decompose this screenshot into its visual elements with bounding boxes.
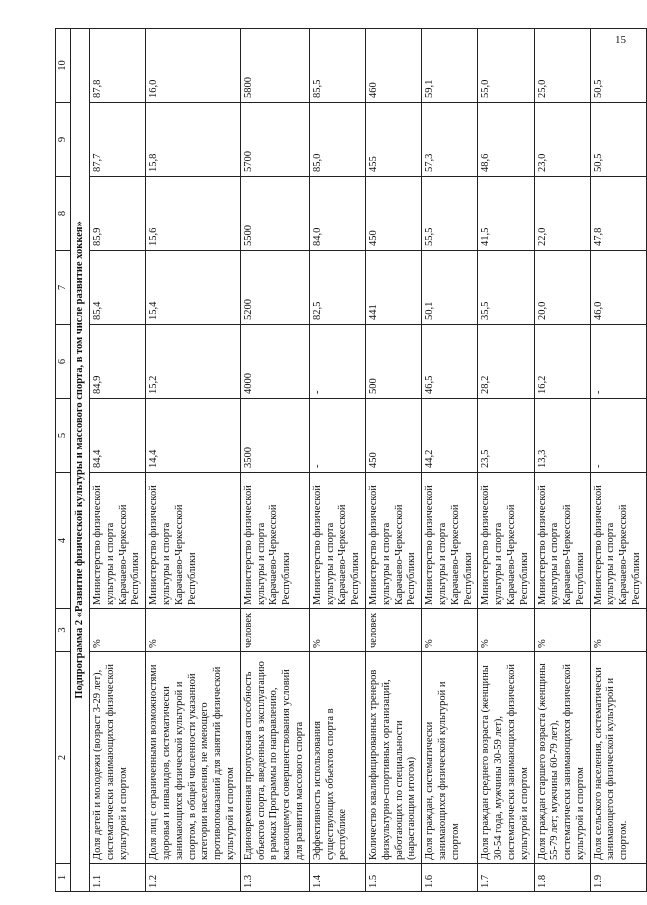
cell-responsible: Министерство физической культуры и спорта Карачаево-Черкесской Республики xyxy=(365,473,421,609)
column-header: 2 xyxy=(56,652,71,864)
cell-responsible: Министерство физической культуры и спорта Карачаево-Черкесской Республики xyxy=(422,473,478,609)
cell-v10: 50,5 xyxy=(590,29,646,103)
subprogram-title: Подпрограмма 2 «Развитие физической культуры и массового спорта, в том числе развитие хоккея» xyxy=(71,29,90,892)
cell-unit: % xyxy=(478,609,534,652)
cell-unit: % xyxy=(146,609,241,652)
cell-v5: 14,4 xyxy=(146,399,241,473)
cell-v5: 13,3 xyxy=(534,399,590,473)
cell-v7: 46,0 xyxy=(590,251,646,325)
cell-responsible: Министерство физической культуры и спорта Карачаево-Черкесской Республики xyxy=(309,473,365,609)
cell-unit: % xyxy=(90,609,146,652)
column-header: 3 xyxy=(56,609,71,652)
cell-v6: - xyxy=(590,325,646,399)
column-header: 5 xyxy=(56,399,71,473)
cell-v6: - xyxy=(309,325,365,399)
cell-v10: 5800 xyxy=(240,29,309,103)
cell-v8: 450 xyxy=(365,177,421,251)
cell-v7: 15,4 xyxy=(146,251,241,325)
cell-v8: 41,5 xyxy=(478,177,534,251)
indicators-table xyxy=(55,28,647,892)
cell-v9: 23,0 xyxy=(534,103,590,177)
table-row xyxy=(90,29,146,892)
cell-v7: 82,5 xyxy=(309,251,365,325)
subprogram-row xyxy=(71,29,90,892)
cell-v9: 48,6 xyxy=(478,103,534,177)
cell-unit: % xyxy=(422,609,478,652)
cell-v6: 84,9 xyxy=(90,325,146,399)
cell-v6: 4000 xyxy=(240,325,309,399)
cell-unit: человек xyxy=(365,609,421,652)
cell-num: 1.6 xyxy=(422,864,478,892)
rotated-table-wrapper xyxy=(55,29,643,892)
table-row xyxy=(309,29,365,892)
cell-responsible: Министерство физической культуры и спорта Карачаево-Черкесской Республики xyxy=(240,473,309,609)
table-row xyxy=(422,29,478,892)
cell-v8: 15,6 xyxy=(146,177,241,251)
column-header: 10 xyxy=(56,29,71,103)
table-row xyxy=(146,29,241,892)
cell-indicator: Доля граждан среднего возраста (женщины 30-54 года, мужчины 30-59 лет), систематически занимающихся физической культурой и спортом xyxy=(478,652,534,864)
cell-v8: 47,8 xyxy=(590,177,646,251)
cell-unit: человек xyxy=(240,609,309,652)
cell-indicator: Доля лиц с ограниченными возможностями здоровья и инвалидов, систематически занимающихся физической культурой и спортом, в общей численности указанной категории населения, не имеющего противопоказаний для занятий физической культурой и спортом xyxy=(146,652,241,864)
cell-num: 1.1 xyxy=(90,864,146,892)
cell-v8: 55,5 xyxy=(422,177,478,251)
column-header: 9 xyxy=(56,103,71,177)
cell-v6: 500 xyxy=(365,325,421,399)
cell-v6: 28,2 xyxy=(478,325,534,399)
cell-v10: 55,0 xyxy=(478,29,534,103)
table-row xyxy=(478,29,534,892)
cell-num: 1.5 xyxy=(365,864,421,892)
cell-v9: 455 xyxy=(365,103,421,177)
cell-v7: 441 xyxy=(365,251,421,325)
column-header: 8 xyxy=(56,177,71,251)
cell-v7: 5200 xyxy=(240,251,309,325)
cell-v10: 460 xyxy=(365,29,421,103)
cell-num: 1.2 xyxy=(146,864,241,892)
table-row xyxy=(365,29,421,892)
table-row xyxy=(590,29,646,892)
column-header: 6 xyxy=(56,325,71,399)
cell-v6: 15,2 xyxy=(146,325,241,399)
cell-indicator: Количество квалифицированных тренеров физкультурно-спортивных организаций, работающих по специальности (нарастающим итогом) xyxy=(365,652,421,864)
cell-v9: 85,0 xyxy=(309,103,365,177)
cell-v9: 87,7 xyxy=(90,103,146,177)
cell-num: 1.9 xyxy=(590,864,646,892)
cell-responsible: Министерство физической культуры и спорта Карачаево-Черкесской Республики xyxy=(590,473,646,609)
table-row xyxy=(534,29,590,892)
cell-v5: - xyxy=(309,399,365,473)
cell-v10: 85,5 xyxy=(309,29,365,103)
column-header: 4 xyxy=(56,473,71,609)
cell-num: 1.7 xyxy=(478,864,534,892)
column-header: 7 xyxy=(56,251,71,325)
cell-v8: 85,9 xyxy=(90,177,146,251)
cell-v7: 85,4 xyxy=(90,251,146,325)
cell-v5: 44,2 xyxy=(422,399,478,473)
cell-responsible: Министерство физической культуры и спорта Карачаево-Черкесской Республики xyxy=(478,473,534,609)
cell-num: 1.4 xyxy=(309,864,365,892)
cell-responsible: Министерство физической культуры и спорта Карачаево-Черкесской Республики xyxy=(90,473,146,609)
cell-indicator: Доля детей и молодежи (возраст 3-29 лет), систематически занимающихся физической культурой и спортом xyxy=(90,652,146,864)
cell-v9: 50,5 xyxy=(590,103,646,177)
cell-indicator: Доля граждан старшего возраста (женщины 55-79 лет; мужчины 60-79 лет), систематически занимающихся физической культурой и спортом xyxy=(534,652,590,864)
cell-indicator: Эффективность использования существующих объектов спорта в республике xyxy=(309,652,365,864)
cell-unit: % xyxy=(534,609,590,652)
cell-indicator: Единовременная пропускная способность объектов спорта, введенных в эксплуатацию в рамках Программы по направлению, касающемуся совершенствования условий для развития массового спорта xyxy=(240,652,309,864)
cell-indicator: Доля сельского населения, систематически занимающегося физической культурой и спортом. xyxy=(590,652,646,864)
cell-responsible: Министерство физической культуры и спорта Карачаево-Черкесской Республики xyxy=(146,473,241,609)
header-row xyxy=(56,29,71,892)
cell-v9: 15,8 xyxy=(146,103,241,177)
cell-v5: 23,5 xyxy=(478,399,534,473)
cell-v7: 50,1 xyxy=(422,251,478,325)
cell-unit: % xyxy=(590,609,646,652)
cell-indicator: Доля граждан, систематически занимающихся физической культурой и спортом xyxy=(422,652,478,864)
table-row xyxy=(240,29,309,892)
cell-v8: 22,0 xyxy=(534,177,590,251)
cell-v6: 46,5 xyxy=(422,325,478,399)
page-number: 15 xyxy=(615,34,626,46)
cell-v6: 16,2 xyxy=(534,325,590,399)
cell-v10: 16,0 xyxy=(146,29,241,103)
cell-v10: 87,8 xyxy=(90,29,146,103)
cell-v5: 450 xyxy=(365,399,421,473)
cell-v9: 5700 xyxy=(240,103,309,177)
cell-v7: 20,0 xyxy=(534,251,590,325)
cell-v10: 25,0 xyxy=(534,29,590,103)
cell-v8: 84,0 xyxy=(309,177,365,251)
cell-v5: 84,4 xyxy=(90,399,146,473)
cell-num: 1.3 xyxy=(240,864,309,892)
cell-num: 1.8 xyxy=(534,864,590,892)
cell-responsible: Министерство физической культуры и спорта Карачаево-Черкесской Республики xyxy=(534,473,590,609)
cell-v5: - xyxy=(590,399,646,473)
cell-v10: 59,1 xyxy=(422,29,478,103)
cell-v7: 35,5 xyxy=(478,251,534,325)
cell-v8: 5500 xyxy=(240,177,309,251)
column-header: 1 xyxy=(56,864,71,892)
cell-unit: % xyxy=(309,609,365,652)
cell-v9: 57,3 xyxy=(422,103,478,177)
cell-v5: 3500 xyxy=(240,399,309,473)
